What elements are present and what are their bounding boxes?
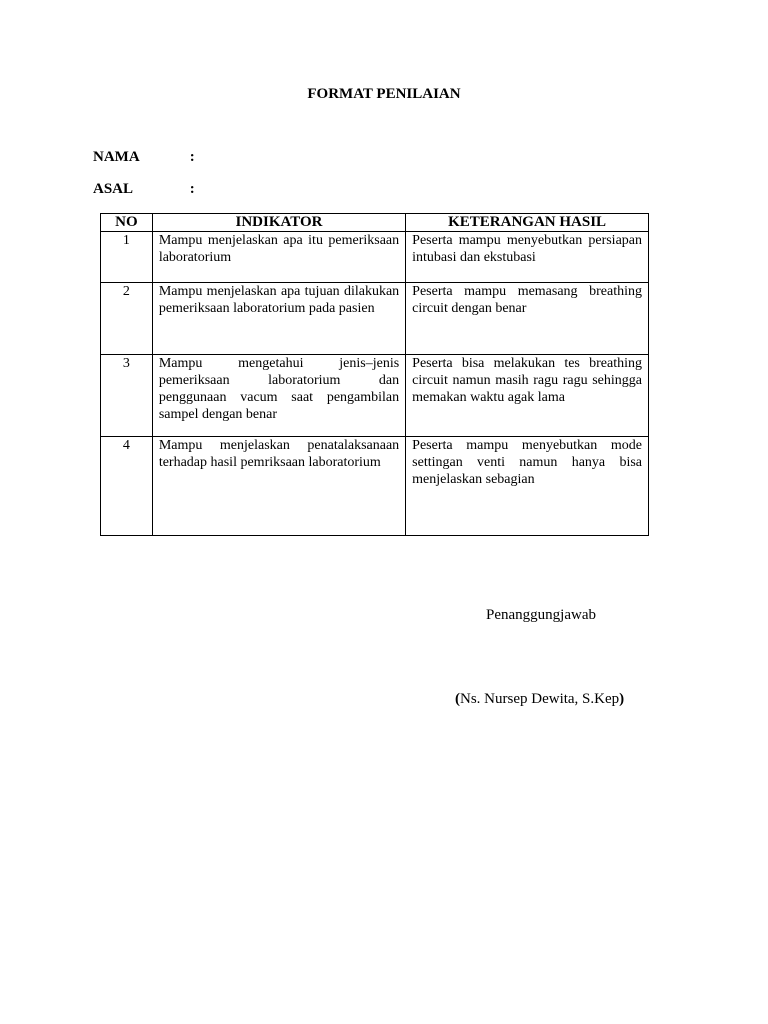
cell-indikator: Mampu mengetahui jenis–jenis pemeriksaan laboratorium dan penggunaan vacum saat pengambilan sampel dengan benar (152, 355, 405, 437)
cell-no: 4 (101, 437, 153, 536)
header-indikator: INDIKATOR (152, 214, 405, 232)
header-keterangan: KETERANGAN HASIL (406, 214, 649, 232)
signature-block (455, 691, 624, 708)
table-header (101, 214, 649, 232)
field-nama-label: NAMA (93, 149, 140, 165)
signature-close-paren: ) (619, 691, 625, 707)
table-row (101, 355, 649, 437)
table-row (101, 437, 649, 536)
field-asal-label: ASAL (93, 181, 134, 197)
header-row (101, 214, 649, 232)
signature-open-paren: ( (455, 691, 460, 707)
field-asal (93, 181, 195, 198)
field-asal-colon: : (189, 181, 195, 197)
field-nama-colon: : (189, 149, 195, 165)
cell-keterangan: Peserta mampu memasang breathing circuit dengan benar (406, 283, 649, 355)
table-row (101, 283, 649, 355)
cell-keterangan: Peserta mampu menyebutkan persiapan intubasi dan ekstubasi (406, 232, 649, 283)
signature-title: Penanggungjawab (486, 607, 596, 623)
cell-indikator: Mampu menjelaskan apa itu pemeriksaan laboratorium (152, 232, 405, 283)
header-no: NO (101, 214, 153, 232)
cell-no: 1 (101, 232, 153, 283)
cell-indikator: Mampu menjelaskan apa tujuan dilakukan pemeriksaan laboratorium pada pasien (152, 283, 405, 355)
cell-indikator: Mampu menjelaskan penatalaksanaan terhadap hasil pemriksaan laboratorium (152, 437, 405, 536)
cell-no: 3 (101, 355, 153, 437)
cell-no: 2 (101, 283, 153, 355)
table-row (101, 232, 649, 283)
signature-name: Ns. Nursep Dewita, S.Kep (460, 691, 620, 707)
cell-keterangan: Peserta bisa melakukan tes breathing circuit namun masih ragu ragu sehingga memakan waktu agak lama (406, 355, 649, 437)
document-title: FORMAT PENILAIAN (307, 86, 461, 102)
field-nama (93, 149, 195, 166)
cell-keterangan: Peserta mampu menyebutkan mode settingan venti namun hanya bisa menjelaskan sebagian (406, 437, 649, 536)
assessment-table (100, 213, 649, 536)
table-body (101, 232, 649, 536)
